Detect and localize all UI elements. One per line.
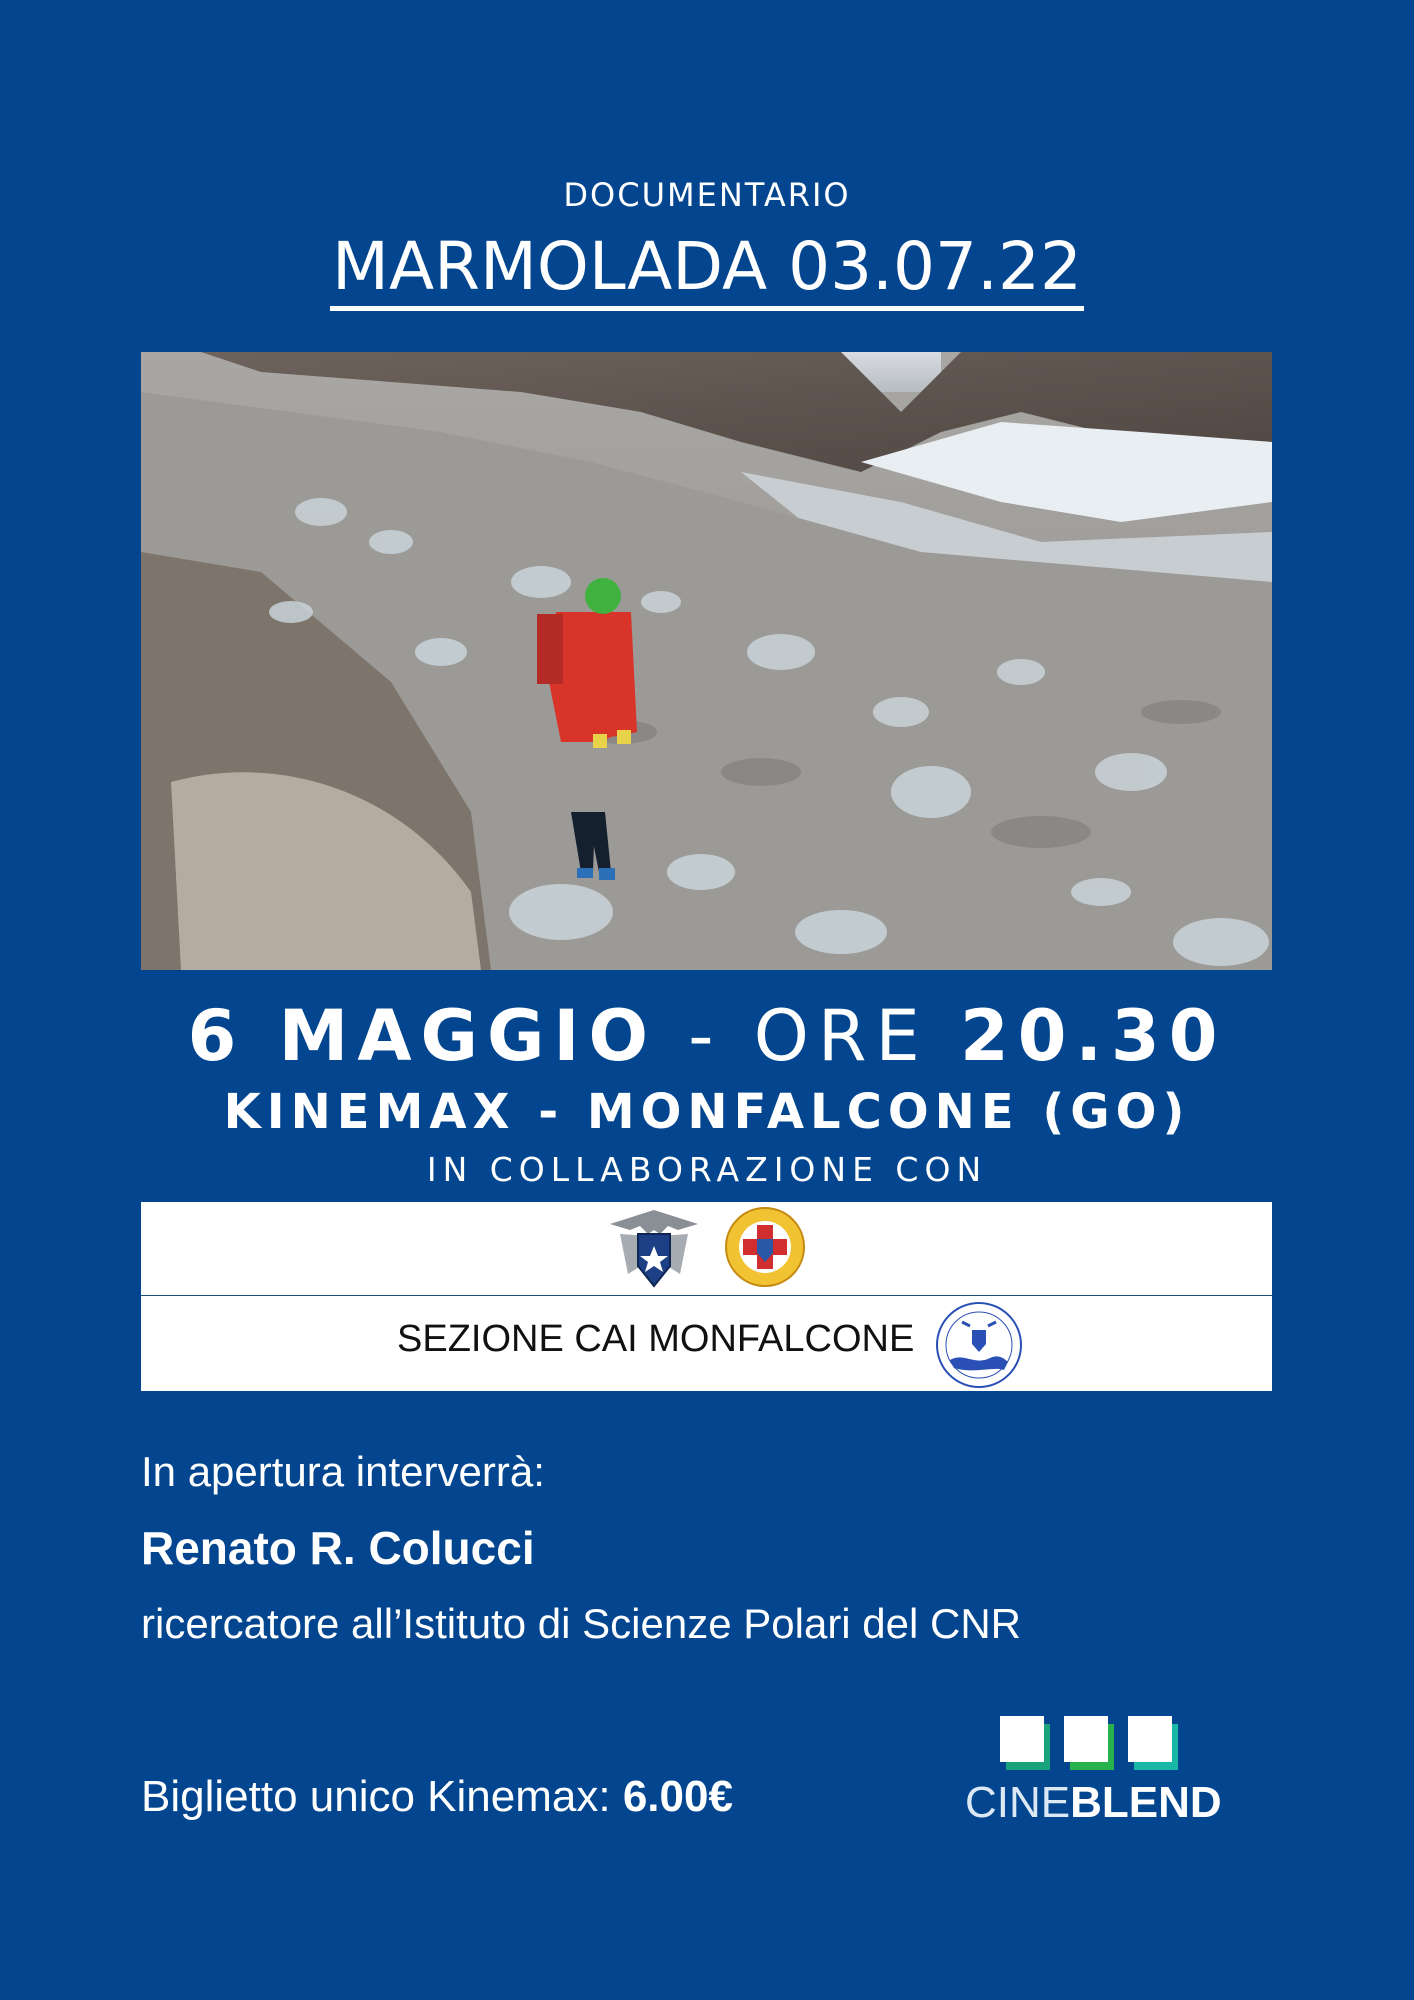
- brand-bold: BLEND: [1070, 1778, 1222, 1827]
- cnsas-logo-icon: [724, 1206, 806, 1288]
- cai-eagle-logo-icon: [608, 1204, 700, 1292]
- cineblend-logo: [965, 1778, 1222, 1828]
- kicker-label: DOCUMENTARIO: [563, 176, 851, 214]
- cai-monfalcone-logo-icon: [934, 1300, 1024, 1390]
- cineblend-squares-icon: [1000, 1716, 1190, 1776]
- partner-logos-box: [141, 1202, 1272, 1296]
- speaker-role: ricercatore all’Istituto di Scienze Polari del CNR: [141, 1600, 1022, 1647]
- event-venue: KINEMAX - MONFALCONE (GO): [223, 1084, 1191, 1140]
- ticket-price: 6.00€: [622, 1772, 733, 1821]
- speaker-intro: In apertura interverrà:: [141, 1448, 545, 1495]
- brand-light: CINE: [965, 1778, 1071, 1827]
- title-main: MARMOLADA: [332, 228, 768, 305]
- section-name: SEZIONE CAI MONFALCONE: [397, 1318, 915, 1360]
- ticket-info: [141, 1772, 733, 1822]
- hero-photo: [141, 352, 1272, 970]
- speaker-name: Renato R. Colucci: [141, 1522, 535, 1574]
- event-ore-label: ORE: [753, 995, 929, 1077]
- event-separator: -: [688, 995, 723, 1077]
- event-date-time: [0, 996, 1414, 1076]
- collaboration-label: IN COLLABORAZIONE CON: [426, 1150, 988, 1189]
- page-title: [0, 228, 1414, 311]
- event-day: 6 MAGGIO: [187, 995, 657, 1077]
- title-date: 03.07.22: [788, 228, 1082, 305]
- event-time: 20.30: [959, 995, 1227, 1077]
- ticket-label: Biglietto unico Kinemax:: [141, 1772, 611, 1821]
